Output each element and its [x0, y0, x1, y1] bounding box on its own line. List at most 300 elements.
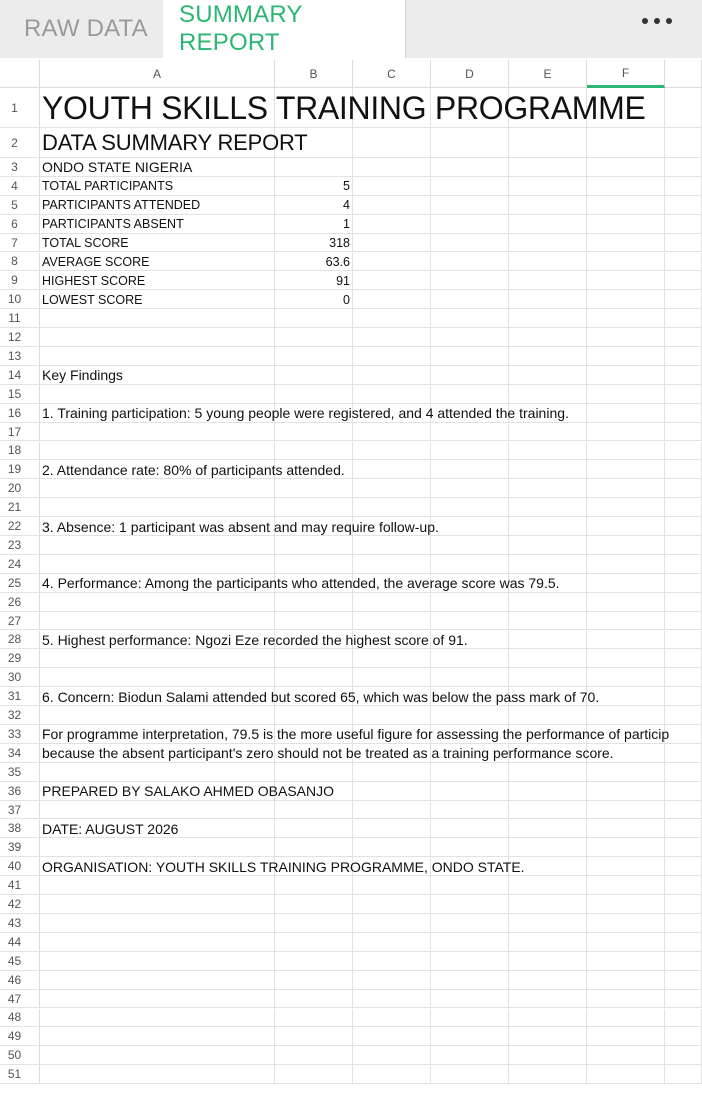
cell[interactable] [587, 234, 665, 253]
cell[interactable] [431, 253, 509, 272]
cell[interactable] [40, 914, 275, 933]
cell[interactable] [353, 1046, 431, 1065]
cell[interactable] [587, 744, 665, 763]
cell[interactable] [353, 952, 431, 971]
cell[interactable] [509, 801, 587, 820]
cell[interactable] [40, 404, 275, 423]
cell[interactable] [431, 347, 509, 366]
cell[interactable] [353, 271, 431, 290]
cell[interactable] [40, 460, 275, 479]
cell[interactable] [587, 1065, 665, 1084]
row-number[interactable]: 17 [0, 423, 40, 442]
cell[interactable] [509, 1009, 587, 1028]
cell[interactable] [353, 128, 431, 158]
cell[interactable] [353, 631, 431, 650]
cell[interactable] [275, 706, 353, 725]
row-number[interactable]: 12 [0, 328, 40, 347]
cell[interactable] [431, 914, 509, 933]
cell[interactable] [587, 442, 665, 461]
cell[interactable] [275, 744, 353, 763]
cell[interactable] [40, 876, 275, 895]
cell[interactable] [587, 952, 665, 971]
row-number[interactable]: 20 [0, 479, 40, 498]
tab-summary-report[interactable]: SUMMARY REPORT [163, 0, 406, 58]
cell[interactable] [431, 744, 509, 763]
cell[interactable] [587, 687, 665, 706]
cell[interactable] [353, 763, 431, 782]
cell[interactable] [353, 820, 431, 839]
cell[interactable] [353, 555, 431, 574]
cell[interactable] [509, 574, 587, 593]
cell[interactable] [587, 649, 665, 668]
cell[interactable] [275, 801, 353, 820]
cell[interactable] [431, 536, 509, 555]
cell[interactable] [587, 347, 665, 366]
cell[interactable] [665, 177, 702, 196]
cell[interactable] [275, 328, 353, 347]
row-number[interactable]: 47 [0, 990, 40, 1009]
cell[interactable] [665, 593, 702, 612]
cell[interactable] [509, 782, 587, 801]
cell[interactable] [509, 725, 587, 744]
cell[interactable] [431, 442, 509, 461]
cell[interactable] [40, 706, 275, 725]
row-number[interactable]: 48 [0, 1009, 40, 1028]
cell[interactable] [587, 990, 665, 1009]
cell[interactable] [509, 309, 587, 328]
cell[interactable] [431, 128, 509, 158]
row-number[interactable]: 28 [0, 631, 40, 650]
cell[interactable] [40, 385, 275, 404]
cell[interactable] [665, 876, 702, 895]
cell[interactable] [353, 1065, 431, 1084]
cell[interactable] [275, 366, 353, 385]
cell[interactable] [509, 820, 587, 839]
cell[interactable] [509, 555, 587, 574]
cell[interactable] [587, 385, 665, 404]
cell[interactable] [509, 158, 587, 177]
cell[interactable] [431, 404, 509, 423]
cell[interactable] [509, 517, 587, 536]
cell[interactable] [431, 631, 509, 650]
cell[interactable] [509, 385, 587, 404]
cell[interactable] [353, 895, 431, 914]
cell[interactable] [509, 423, 587, 442]
cell[interactable] [40, 290, 275, 309]
cell[interactable] [665, 215, 702, 234]
cell[interactable] [353, 744, 431, 763]
cell[interactable] [275, 933, 353, 952]
cell[interactable] [40, 801, 275, 820]
cell[interactable] [431, 725, 509, 744]
row-number[interactable]: 51 [0, 1065, 40, 1084]
cell[interactable] [40, 234, 275, 253]
cell[interactable] [587, 895, 665, 914]
cell[interactable] [275, 593, 353, 612]
cell[interactable] [353, 517, 431, 536]
cell[interactable] [665, 574, 702, 593]
cell[interactable] [509, 196, 587, 215]
cell[interactable] [353, 423, 431, 442]
cell[interactable] [431, 1027, 509, 1046]
cell[interactable] [587, 574, 665, 593]
cell[interactable] [275, 725, 353, 744]
column-header-b[interactable]: B [275, 60, 353, 88]
cell[interactable] [587, 631, 665, 650]
cell[interactable] [353, 158, 431, 177]
cell[interactable] [40, 517, 275, 536]
cell[interactable] [431, 460, 509, 479]
cell[interactable] [509, 857, 587, 876]
cell[interactable] [275, 1009, 353, 1028]
cell[interactable] [275, 895, 353, 914]
cell[interactable] [353, 990, 431, 1009]
cell[interactable] [509, 971, 587, 990]
cell[interactable] [587, 876, 665, 895]
cell[interactable] [40, 857, 275, 876]
cell[interactable] [587, 782, 665, 801]
cell[interactable] [665, 88, 702, 128]
cell[interactable] [40, 952, 275, 971]
cell[interactable] [275, 555, 353, 574]
cell[interactable] [665, 423, 702, 442]
cell[interactable] [431, 215, 509, 234]
cell[interactable] [665, 1046, 702, 1065]
cell[interactable] [275, 88, 353, 128]
cell[interactable] [353, 177, 431, 196]
cell[interactable] [509, 271, 587, 290]
cell[interactable] [40, 838, 275, 857]
cell[interactable] [665, 801, 702, 820]
cell[interactable] [587, 253, 665, 272]
cell[interactable] [509, 328, 587, 347]
cell[interactable] [509, 347, 587, 366]
row-number[interactable]: 27 [0, 612, 40, 631]
cell[interactable] [275, 517, 353, 536]
row-number[interactable]: 7 [0, 234, 40, 253]
row-number[interactable]: 10 [0, 290, 40, 309]
cell[interactable] [275, 234, 353, 253]
cell[interactable] [665, 631, 702, 650]
cell[interactable] [40, 215, 275, 234]
row-number[interactable]: 49 [0, 1027, 40, 1046]
row-number[interactable]: 25 [0, 574, 40, 593]
cell[interactable] [587, 196, 665, 215]
row-number[interactable]: 43 [0, 914, 40, 933]
row-number[interactable]: 14 [0, 366, 40, 385]
cell[interactable] [275, 158, 353, 177]
row-number[interactable]: 21 [0, 498, 40, 517]
cell[interactable] [431, 1046, 509, 1065]
cell[interactable] [353, 253, 431, 272]
cell[interactable] [275, 763, 353, 782]
cell[interactable] [665, 857, 702, 876]
row-number[interactable]: 18 [0, 442, 40, 461]
cell[interactable] [275, 271, 353, 290]
cell[interactable] [665, 763, 702, 782]
cell[interactable] [587, 290, 665, 309]
cell[interactable] [509, 612, 587, 631]
cell[interactable] [40, 574, 275, 593]
cell[interactable] [353, 649, 431, 668]
column-header-e[interactable]: E [509, 60, 587, 88]
tab-raw-data[interactable]: RAW DATA [24, 15, 148, 42]
row-number[interactable]: 46 [0, 971, 40, 990]
row-number[interactable]: 36 [0, 782, 40, 801]
cell[interactable] [665, 347, 702, 366]
cell[interactable] [40, 498, 275, 517]
cell[interactable] [353, 687, 431, 706]
cell[interactable] [509, 593, 587, 612]
cell[interactable] [509, 1065, 587, 1084]
cell[interactable] [40, 128, 275, 158]
cell[interactable] [353, 668, 431, 687]
row-number[interactable]: 13 [0, 347, 40, 366]
cell[interactable] [431, 649, 509, 668]
cell[interactable] [353, 328, 431, 347]
cell[interactable] [275, 290, 353, 309]
cell[interactable] [587, 555, 665, 574]
cell[interactable] [665, 782, 702, 801]
cell[interactable] [509, 234, 587, 253]
row-number[interactable]: 8 [0, 253, 40, 272]
cell[interactable] [665, 687, 702, 706]
cell[interactable] [353, 857, 431, 876]
cell[interactable] [509, 215, 587, 234]
cell[interactable] [587, 914, 665, 933]
cell[interactable] [431, 234, 509, 253]
cell[interactable] [431, 88, 509, 128]
cell[interactable] [587, 706, 665, 725]
cell[interactable] [40, 649, 275, 668]
cell[interactable] [353, 498, 431, 517]
cell[interactable] [665, 498, 702, 517]
cell[interactable] [665, 517, 702, 536]
cell[interactable] [587, 801, 665, 820]
cell[interactable] [275, 347, 353, 366]
cell[interactable] [509, 88, 587, 128]
cell[interactable] [40, 196, 275, 215]
row-number[interactable]: 40 [0, 857, 40, 876]
cell[interactable] [665, 290, 702, 309]
cell[interactable] [40, 612, 275, 631]
cell[interactable] [353, 706, 431, 725]
row-number[interactable]: 24 [0, 555, 40, 574]
row-number[interactable]: 5 [0, 196, 40, 215]
cell[interactable] [431, 971, 509, 990]
row-number[interactable]: 37 [0, 801, 40, 820]
cell[interactable] [40, 1065, 275, 1084]
cell[interactable] [40, 933, 275, 952]
cell[interactable] [509, 763, 587, 782]
cell[interactable] [587, 838, 665, 857]
row-number[interactable]: 42 [0, 895, 40, 914]
row-number[interactable]: 19 [0, 460, 40, 479]
cell[interactable] [275, 668, 353, 687]
cell[interactable] [665, 366, 702, 385]
cell[interactable] [431, 857, 509, 876]
cell[interactable] [665, 442, 702, 461]
row-number[interactable]: 30 [0, 668, 40, 687]
cell[interactable] [431, 952, 509, 971]
cell[interactable] [509, 990, 587, 1009]
row-number[interactable]: 1 [0, 88, 40, 128]
cell[interactable] [431, 820, 509, 839]
cell[interactable] [587, 668, 665, 687]
cell[interactable] [431, 309, 509, 328]
cell[interactable] [40, 763, 275, 782]
cell[interactable] [275, 479, 353, 498]
row-number[interactable]: 4 [0, 177, 40, 196]
row-number[interactable]: 3 [0, 158, 40, 177]
cell[interactable] [353, 574, 431, 593]
cell[interactable] [40, 479, 275, 498]
cell[interactable] [40, 1027, 275, 1046]
cell[interactable] [40, 309, 275, 328]
cell[interactable] [587, 933, 665, 952]
cell[interactable] [275, 952, 353, 971]
cell[interactable] [40, 593, 275, 612]
cell[interactable] [431, 1065, 509, 1084]
cell[interactable] [665, 706, 702, 725]
cell[interactable] [587, 271, 665, 290]
cell[interactable] [665, 309, 702, 328]
cell[interactable] [509, 952, 587, 971]
cell[interactable] [40, 782, 275, 801]
cell[interactable] [665, 744, 702, 763]
row-number[interactable]: 23 [0, 536, 40, 555]
cell[interactable] [431, 933, 509, 952]
cell[interactable] [431, 158, 509, 177]
cell[interactable] [665, 385, 702, 404]
row-number[interactable]: 50 [0, 1046, 40, 1065]
cell[interactable] [431, 479, 509, 498]
cell[interactable] [509, 498, 587, 517]
cell[interactable] [40, 668, 275, 687]
cell[interactable] [40, 820, 275, 839]
cell[interactable] [40, 328, 275, 347]
row-number[interactable]: 16 [0, 404, 40, 423]
cell[interactable] [40, 177, 275, 196]
row-number[interactable]: 35 [0, 763, 40, 782]
cell[interactable] [353, 385, 431, 404]
cell[interactable] [509, 177, 587, 196]
cell[interactable] [275, 574, 353, 593]
cell[interactable] [665, 234, 702, 253]
cell[interactable] [587, 971, 665, 990]
cell[interactable] [665, 895, 702, 914]
cell[interactable] [431, 385, 509, 404]
cell[interactable] [275, 1027, 353, 1046]
cell[interactable] [587, 1046, 665, 1065]
cell[interactable] [275, 1046, 353, 1065]
cell[interactable] [40, 744, 275, 763]
cell[interactable] [665, 1027, 702, 1046]
cell[interactable] [353, 479, 431, 498]
cell[interactable] [665, 1065, 702, 1084]
cell[interactable] [275, 460, 353, 479]
cell[interactable] [665, 971, 702, 990]
cell[interactable] [665, 820, 702, 839]
cell[interactable] [40, 687, 275, 706]
cell[interactable] [431, 801, 509, 820]
cell[interactable] [431, 271, 509, 290]
cell[interactable] [40, 366, 275, 385]
cell[interactable] [353, 876, 431, 895]
cell[interactable] [587, 128, 665, 158]
cell[interactable] [587, 366, 665, 385]
cell[interactable] [665, 914, 702, 933]
cell[interactable] [275, 782, 353, 801]
cell[interactable] [275, 196, 353, 215]
cell[interactable] [275, 536, 353, 555]
cell[interactable] [665, 196, 702, 215]
cell[interactable] [665, 253, 702, 272]
column-header-g[interactable] [665, 60, 702, 88]
cell[interactable] [353, 782, 431, 801]
cell[interactable] [431, 555, 509, 574]
cell[interactable] [587, 479, 665, 498]
column-header-a[interactable]: A [40, 60, 275, 88]
row-number[interactable]: 26 [0, 593, 40, 612]
cell[interactable] [431, 668, 509, 687]
cell[interactable] [275, 442, 353, 461]
cell[interactable] [665, 838, 702, 857]
cell[interactable] [353, 612, 431, 631]
cell[interactable] [509, 1046, 587, 1065]
cell[interactable] [665, 649, 702, 668]
row-number[interactable]: 44 [0, 933, 40, 952]
row-number[interactable]: 45 [0, 952, 40, 971]
cell[interactable] [587, 88, 665, 128]
more-horizontal-icon[interactable] [642, 18, 672, 24]
cell[interactable] [665, 158, 702, 177]
cell[interactable] [275, 876, 353, 895]
cell[interactable] [353, 593, 431, 612]
cell[interactable] [275, 687, 353, 706]
cell[interactable] [665, 536, 702, 555]
select-all-corner[interactable] [0, 60, 40, 88]
cell[interactable] [40, 536, 275, 555]
cell[interactable] [40, 725, 275, 744]
cell[interactable] [40, 347, 275, 366]
cell[interactable] [587, 309, 665, 328]
cell[interactable] [665, 990, 702, 1009]
cell[interactable] [353, 971, 431, 990]
cell[interactable] [353, 801, 431, 820]
cell[interactable] [431, 177, 509, 196]
cell[interactable] [509, 128, 587, 158]
cell[interactable] [40, 158, 275, 177]
cell[interactable] [275, 857, 353, 876]
cell[interactable] [353, 309, 431, 328]
cell[interactable] [431, 517, 509, 536]
cell[interactable] [353, 347, 431, 366]
cell[interactable] [431, 895, 509, 914]
cell[interactable] [275, 253, 353, 272]
cell[interactable] [353, 838, 431, 857]
row-number[interactable]: 11 [0, 309, 40, 328]
cell[interactable] [353, 290, 431, 309]
cell[interactable] [509, 933, 587, 952]
cell[interactable] [587, 158, 665, 177]
cell[interactable] [431, 876, 509, 895]
cell[interactable] [587, 725, 665, 744]
cell[interactable] [587, 593, 665, 612]
cell[interactable] [665, 460, 702, 479]
cell[interactable] [509, 668, 587, 687]
cell[interactable] [431, 196, 509, 215]
